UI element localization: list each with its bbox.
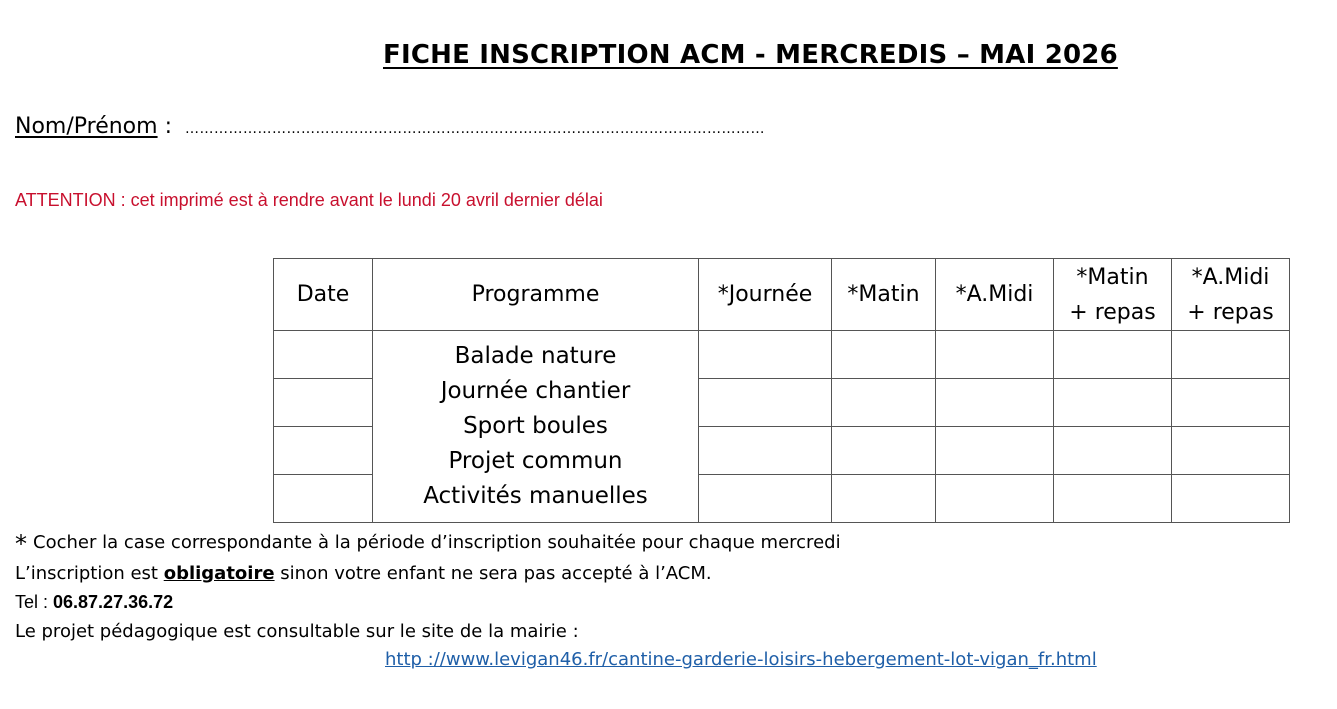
date-cell[interactable] [274, 427, 373, 475]
matin-checkbox-cell[interactable] [832, 379, 936, 427]
amidi-checkbox-cell[interactable] [936, 379, 1054, 427]
amidi-repas-checkbox-cell[interactable] [1172, 379, 1290, 427]
journee-checkbox-cell[interactable] [699, 331, 832, 379]
matin-checkbox-cell[interactable] [832, 475, 936, 523]
telephone-number: 06.87.27.36.72 [53, 592, 174, 612]
matin-repas-checkbox-cell[interactable] [1054, 475, 1172, 523]
amidi-checkbox-cell[interactable] [936, 331, 1054, 379]
programme-cell [373, 331, 699, 523]
header-matin-repas [1054, 259, 1172, 331]
attention-notice: ATTENTION : cet imprimé est à rendre avant le lundi 20 avril dernier délai [15, 190, 603, 210]
matin-checkbox-cell[interactable] [832, 427, 936, 475]
matin-checkbox-cell[interactable] [832, 331, 936, 379]
projet-notice: Le projet pédagogique est consultable sur le site de la mairie : [15, 621, 579, 642]
header-programme: Programme [373, 259, 699, 331]
header-matin: *Matin [832, 259, 936, 331]
table-row [274, 331, 1290, 379]
journee-checkbox-cell[interactable] [699, 427, 832, 475]
journee-checkbox-cell[interactable] [699, 475, 832, 523]
footnote-text: Cocher la case correspondante à la période d’inscription souhaitée pour chaque mercredi [33, 532, 841, 553]
matin-repas-checkbox-cell[interactable] [1054, 379, 1172, 427]
telephone-line [15, 592, 173, 613]
obligation-text-after: sinon votre enfant ne sera pas accepté à l’ACM. [274, 563, 712, 584]
header-amidi-repas-line1: *A.Midi [1191, 264, 1270, 290]
registration-table [273, 258, 1290, 523]
amidi-checkbox-cell[interactable] [936, 427, 1054, 475]
date-cell[interactable] [274, 475, 373, 523]
name-input-dots[interactable]: ………………………………………………………………………………………………………… [184, 121, 765, 137]
table-header-row [274, 259, 1290, 331]
footnote [15, 530, 841, 558]
mairie-website-link[interactable]: http ://www.levigan46.fr/cantine-garderie-loisirs-hebergement-lot-vigan_fr.html [385, 649, 1097, 670]
header-journee: *Journée [699, 259, 832, 331]
name-label: Nom/Prénom [15, 114, 158, 139]
matin-repas-checkbox-cell[interactable] [1054, 331, 1172, 379]
telephone-label: Tel : [15, 592, 54, 612]
amidi-repas-checkbox-cell[interactable] [1172, 427, 1290, 475]
programme-item: Balade nature [454, 343, 617, 369]
header-matin-repas-line2: + repas [1069, 299, 1156, 325]
amidi-repas-checkbox-cell[interactable] [1172, 475, 1290, 523]
obligation-notice [15, 563, 712, 584]
obligation-emphasis: obligatoire [163, 563, 275, 584]
header-amidi-repas [1172, 259, 1290, 331]
name-field-row [15, 114, 765, 139]
programme-item: Projet commun [448, 448, 623, 474]
header-date: Date [274, 259, 373, 331]
date-cell[interactable] [274, 331, 373, 379]
footnote-star: * [15, 530, 27, 558]
amidi-checkbox-cell[interactable] [936, 475, 1054, 523]
matin-repas-checkbox-cell[interactable] [1054, 427, 1172, 475]
amidi-repas-checkbox-cell[interactable] [1172, 331, 1290, 379]
obligation-text-before: L’inscription est [15, 563, 164, 584]
header-matin-repas-line1: *Matin [1076, 264, 1149, 290]
journee-checkbox-cell[interactable] [699, 379, 832, 427]
programme-item: Sport boules [463, 413, 608, 439]
page-title: FICHE INSCRIPTION ACM - MERCREDIS – MAI 2026 [383, 40, 1118, 70]
header-amidi-repas-line2: + repas [1187, 299, 1274, 325]
programme-item: Journée chantier [440, 378, 631, 404]
date-cell[interactable] [274, 379, 373, 427]
name-separator: : [157, 114, 172, 139]
programme-item: Activités manuelles [423, 483, 648, 509]
header-amidi: *A.Midi [936, 259, 1054, 331]
